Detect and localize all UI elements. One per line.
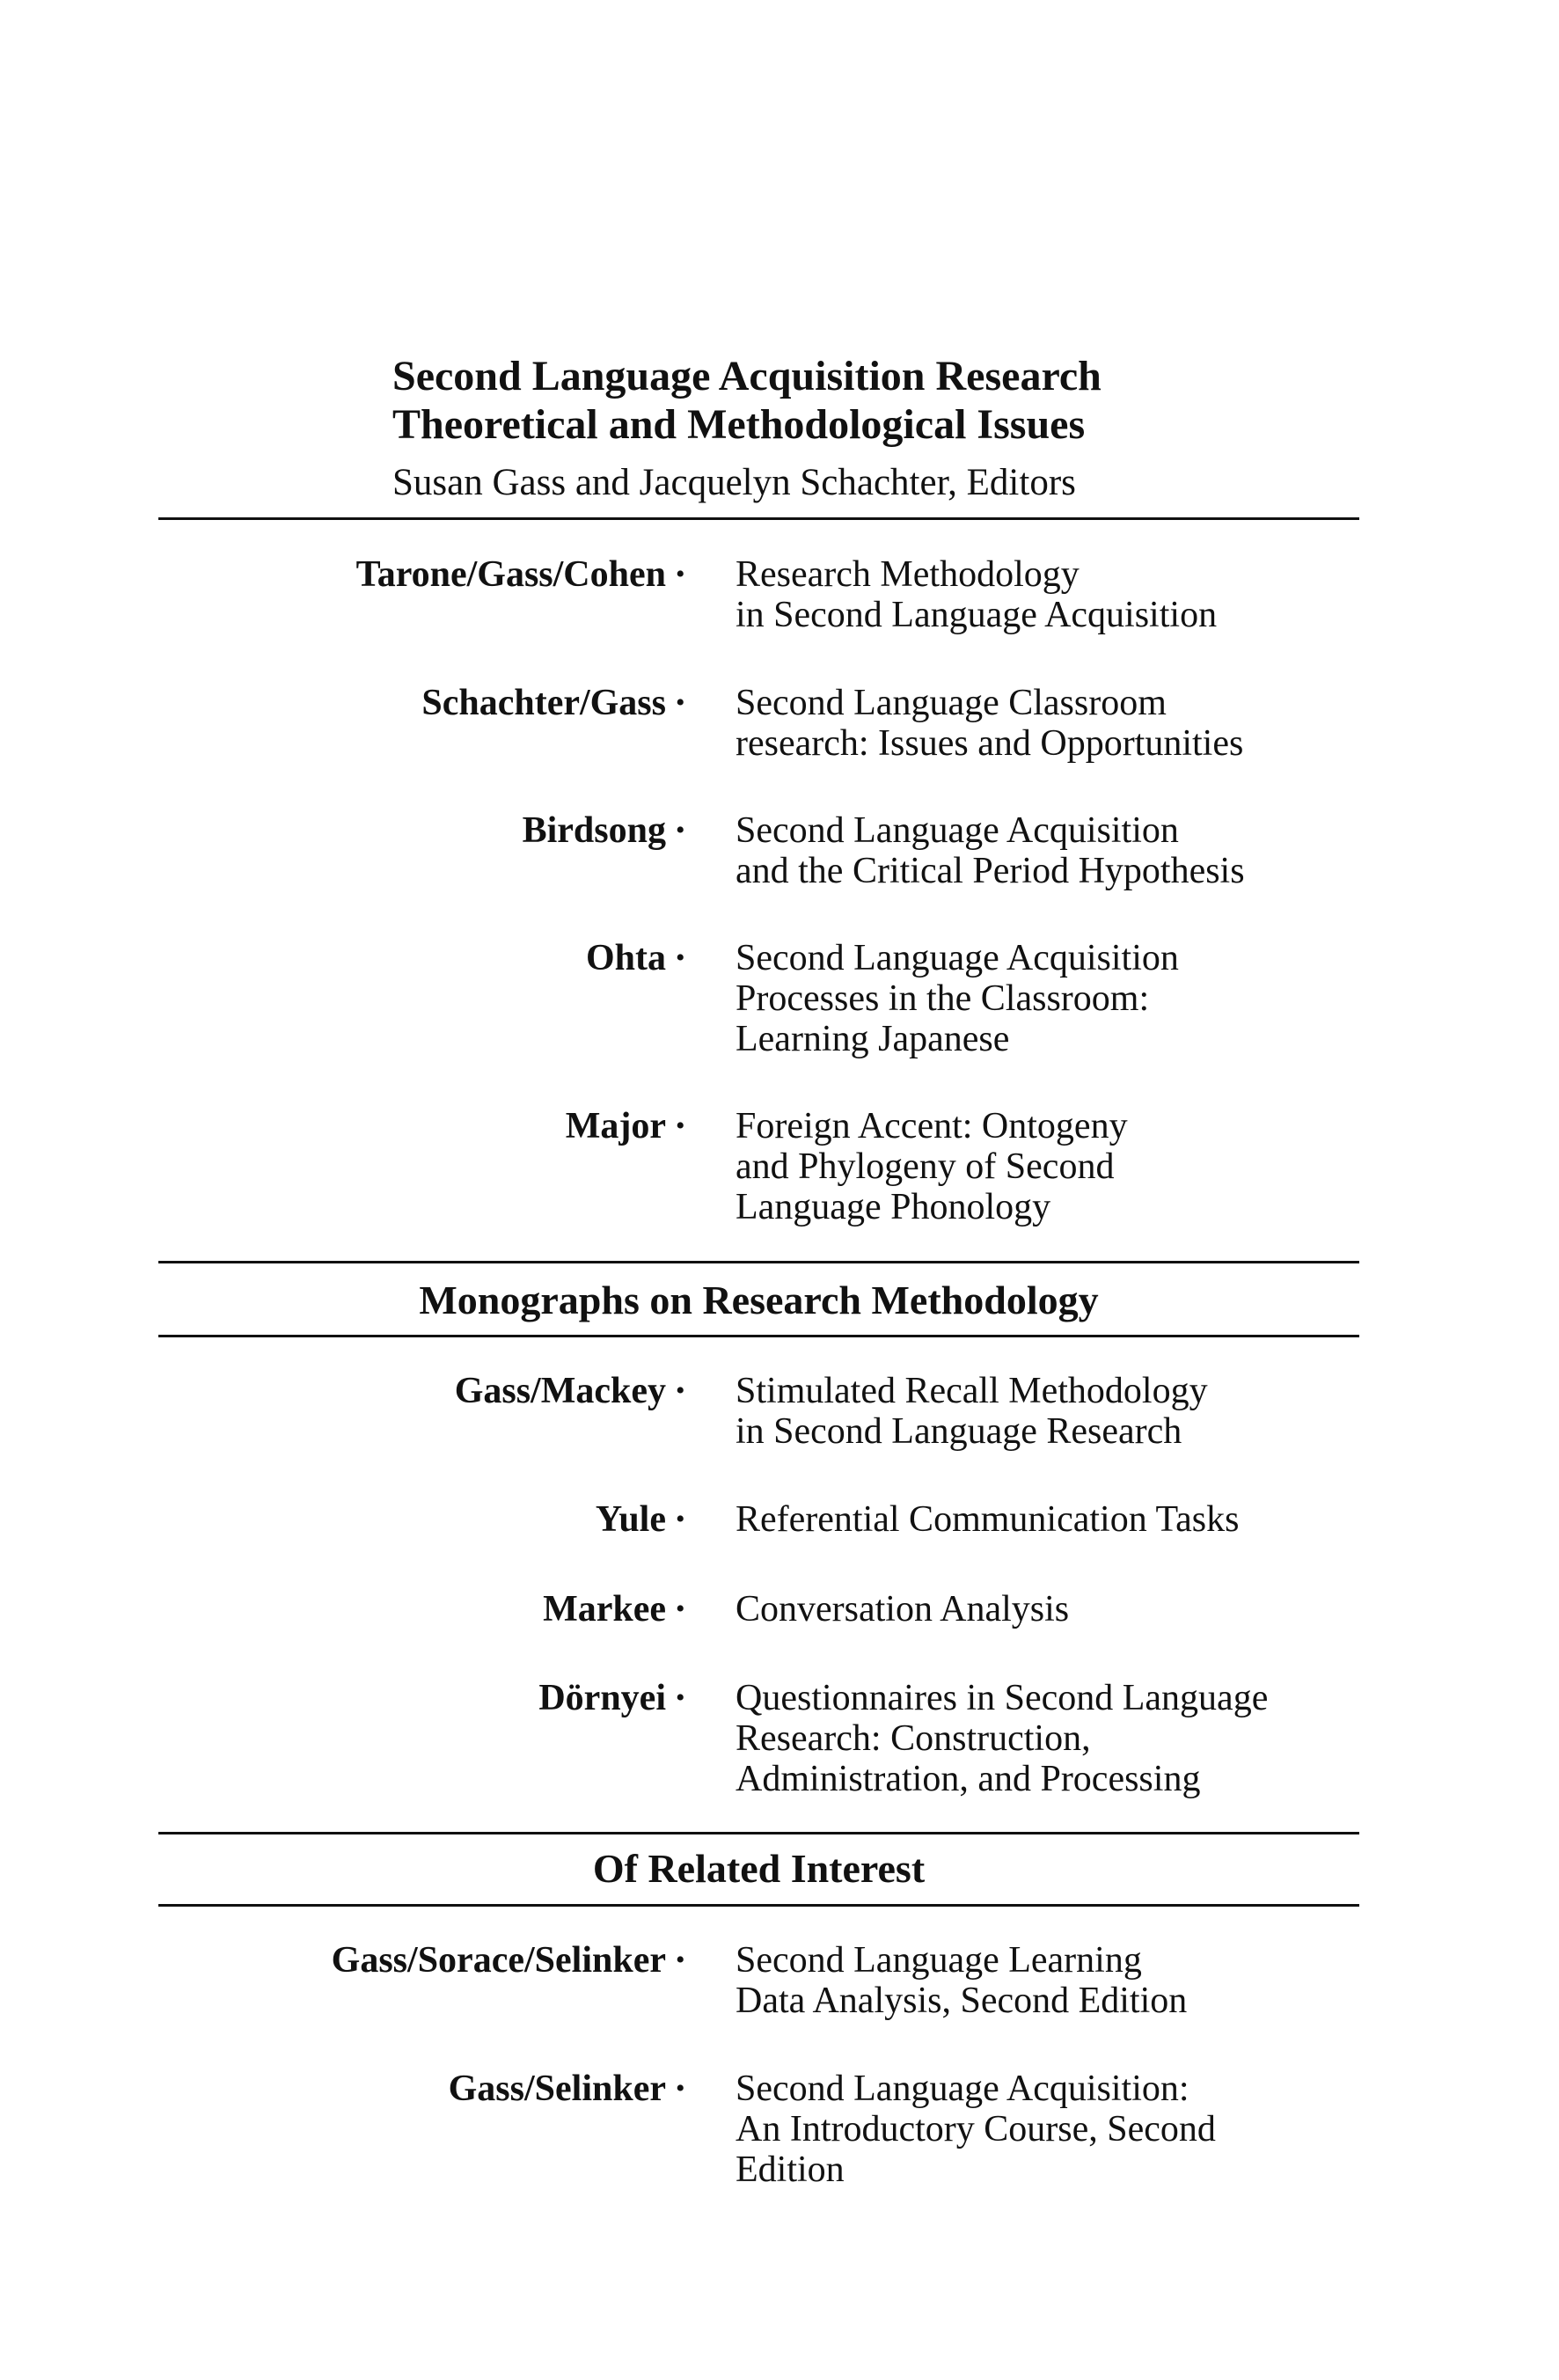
divider-rule (158, 1261, 1359, 1263)
book-title-line: Research Methodology (736, 554, 1080, 595)
divider-rule (158, 517, 1359, 520)
book-title-line: Referential Communication Tasks (736, 1499, 1240, 1540)
book-title-line: Second Language Acquisition (736, 810, 1179, 851)
book-author: Gass/Mackey (454, 1371, 666, 1411)
book-title-line: Second Language Learning (736, 1940, 1142, 1981)
bullet-icon: • (676, 1594, 685, 1623)
book-title-line: research: Issues and Opportunities (736, 723, 1244, 764)
book-author: Tarone/Gass/Cohen (355, 554, 666, 595)
bullet-icon: • (676, 2074, 685, 2103)
book-author: Markee (543, 1589, 666, 1629)
book-title-line: Second Language Acquisition: (736, 2069, 1189, 2109)
book-title (736, 2069, 1492, 2190)
book-title (736, 1106, 1492, 1227)
book-author: Birdsong (522, 810, 666, 851)
bullet-icon: • (676, 1683, 685, 1712)
divider-rule (158, 1832, 1359, 1834)
book-title-line: Language Phonology (736, 1187, 1051, 1227)
book-title-line: Administration, and Processing (736, 1759, 1201, 1799)
series-editors: Susan Gass and Jacquelyn Schachter, Editors (392, 462, 1076, 503)
book-title-line: Learning Japanese (736, 1019, 1010, 1059)
book-title-line: in Second Language Acquisition (736, 595, 1218, 635)
book-title-line: and Phylogeny of Second (736, 1146, 1115, 1187)
book-author: Schachter/Gass (421, 683, 666, 723)
book-title (736, 810, 1492, 891)
book-author: Ohta (585, 938, 666, 978)
book-author: Gass/Sorace/Selinker (331, 1940, 666, 1981)
book-title-line: Edition (736, 2149, 845, 2190)
book-title (736, 938, 1492, 1059)
divider-rule (158, 1904, 1359, 1907)
series-header (392, 352, 1360, 505)
bullet-icon: • (676, 560, 685, 589)
book-title-line: Second Language Classroom (736, 683, 1167, 723)
book-title-line: and the Critical Period Hypothesis (736, 851, 1245, 891)
book-title (736, 1371, 1492, 1452)
book-title (736, 1678, 1492, 1799)
bullet-icon: • (676, 943, 685, 972)
bullet-icon: • (676, 1945, 685, 1974)
book-title-line: Conversation Analysis (736, 1589, 1070, 1629)
bullet-icon: • (676, 1505, 685, 1534)
bullet-icon: • (676, 816, 685, 845)
book-author: Dörnyei (538, 1678, 666, 1718)
series-title-line-2: Theoretical and Methodological Issues (392, 401, 1086, 448)
book-title (736, 683, 1492, 764)
book-title-line: Foreign Accent: Ontogeny (736, 1106, 1128, 1146)
book-title-line: Data Analysis, Second Edition (736, 1981, 1188, 2021)
bullet-icon: • (676, 688, 685, 717)
book-author: Major (565, 1106, 666, 1146)
book-title-line: An Introductory Course, Second (736, 2109, 1216, 2149)
divider-rule (158, 1335, 1359, 1337)
bullet-icon: • (676, 1376, 685, 1405)
book-title (736, 554, 1492, 635)
book-title (736, 1940, 1492, 2021)
book-title-line: Research: Construction, (736, 1718, 1091, 1759)
book-title-line: in Second Language Research (736, 1411, 1182, 1452)
bullet-icon: • (676, 1111, 685, 1140)
series-title-line-1: Second Language Acquisition Research (392, 353, 1102, 399)
book-title (736, 1589, 1492, 1629)
monographs-heading: Monographs on Research Methodology (419, 1278, 1099, 1322)
related-interest-heading: Of Related Interest (592, 1846, 926, 1891)
book-title-line: Second Language Acquisition (736, 938, 1179, 978)
book-author: Yule (595, 1499, 666, 1540)
book-title (736, 1499, 1492, 1540)
book-title-line: Processes in the Classroom: (736, 978, 1150, 1019)
book-title-line: Stimulated Recall Methodology (736, 1371, 1208, 1411)
book-title-line: Questionnaires in Second Language (736, 1678, 1269, 1718)
book-author: Gass/Selinker (448, 2069, 666, 2109)
